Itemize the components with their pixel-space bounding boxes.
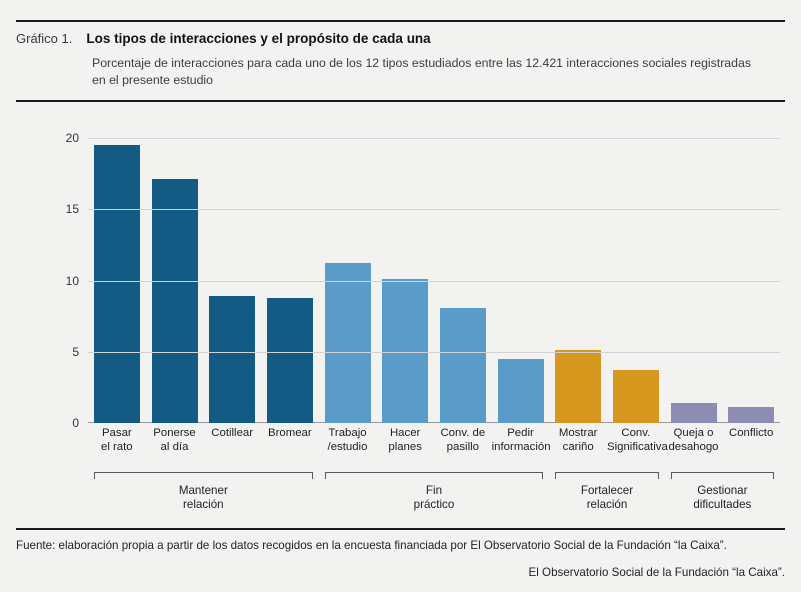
group-bracket: [94, 472, 313, 479]
group-label-line: práctico: [413, 498, 455, 512]
chart-area: [16, 120, 785, 520]
credit-note: El Observatorio Social de la Fundación “la Caixa”.: [528, 566, 785, 579]
category-label: [376, 426, 434, 455]
bar: [94, 145, 140, 423]
category-label-line: Conv.: [621, 427, 651, 439]
category-label: [88, 426, 146, 455]
category-label-line: pasillo: [446, 441, 479, 454]
category-label-line: Mostrar: [558, 427, 598, 439]
category-label: [549, 426, 607, 455]
category-label-line: Pedir: [507, 427, 534, 439]
category-label-line: Cotillear: [211, 427, 254, 439]
category-label-line: planes: [388, 441, 422, 454]
group-bracket: [555, 472, 658, 479]
category-label: [492, 426, 550, 455]
title-row: [16, 31, 785, 46]
group-label-line: Fin: [425, 484, 443, 497]
category-label-line: Significativa: [607, 441, 668, 454]
page-title: Los tipos de interacciones y el propósito de cada una: [86, 31, 431, 46]
category-label-line: Conflicto: [728, 427, 774, 439]
category-label-line: cariño: [562, 441, 594, 454]
category-label: [261, 426, 319, 440]
category-label-line: Conv. de: [440, 427, 486, 439]
footer-divider: [16, 528, 785, 530]
y-axis-tick-label: 20: [65, 131, 79, 145]
header-bottom-divider: [16, 100, 785, 102]
bar: [555, 350, 601, 423]
y-axis-tick-label: 5: [72, 344, 79, 359]
category-label: [722, 426, 780, 440]
category-label-line: el rato: [100, 441, 133, 454]
category-label-line: Queja o: [673, 427, 714, 439]
gridline: [88, 138, 780, 139]
bar: [613, 370, 659, 423]
gridline: [88, 209, 780, 210]
bar: [728, 407, 774, 423]
category-axis-labels: [88, 426, 780, 468]
category-label-line: Pasar: [101, 427, 132, 439]
header-top-divider: [16, 20, 785, 22]
category-label-line: Hacer: [389, 427, 421, 439]
category-label-line: información: [491, 441, 551, 454]
category-label-line: Bromear: [267, 427, 312, 439]
y-axis-tick-label: 10: [65, 273, 79, 288]
group-bracket: [325, 472, 544, 479]
bar: [325, 263, 371, 423]
group-label-line: Mantener: [178, 484, 228, 497]
group-label-line: dificultades: [693, 498, 752, 512]
group-label-line: relación: [183, 498, 224, 512]
category-label: [319, 426, 377, 455]
chart-header: [16, 20, 785, 102]
y-axis-tick-label: 15: [65, 202, 79, 217]
bar: [267, 298, 313, 423]
group-bracket: [671, 472, 774, 479]
category-label-line: /estudio: [327, 441, 368, 454]
category-label: [607, 426, 668, 455]
bar: [152, 179, 198, 423]
bar: [440, 308, 486, 423]
y-axis-tick-label: 0: [72, 416, 79, 430]
category-label: [434, 426, 492, 455]
group-label: [671, 484, 774, 513]
bar: [498, 359, 544, 423]
chart-footer: [16, 528, 785, 579]
group-label-line: Gestionar: [697, 484, 748, 497]
category-label: [203, 426, 261, 440]
gridline: [88, 281, 780, 282]
category-label-line: Trabajo: [328, 427, 367, 439]
group-label-line: relación: [586, 498, 628, 512]
category-label-line: desahogo: [668, 441, 719, 454]
category-label: [665, 426, 723, 455]
category-label-line: Ponerse: [153, 427, 196, 439]
bar: [209, 296, 255, 423]
group-label-line: Fortalecer: [580, 484, 634, 497]
category-label: [146, 426, 204, 455]
category-label-line: al día: [160, 441, 189, 454]
plot-region: [65, 131, 780, 430]
group-label: [94, 484, 313, 513]
chart-subtitle: Porcentaje de interacciones para cada uno de los 12 tipos estudiados entre las 12.421 interacciones sociales registradas en el presente estudio: [92, 56, 751, 87]
group-label: [325, 484, 544, 513]
figure-label: Gráfico 1.: [16, 31, 73, 46]
bar: [671, 403, 717, 423]
gridline: [88, 352, 780, 353]
source-note: Fuente: elaboración propia a partir de los datos recogidos en la encuesta financiada por El Observatorio Social de la Fundación “la Caixa”.: [16, 539, 727, 552]
group-brackets: [88, 472, 780, 520]
group-label: [555, 484, 658, 513]
